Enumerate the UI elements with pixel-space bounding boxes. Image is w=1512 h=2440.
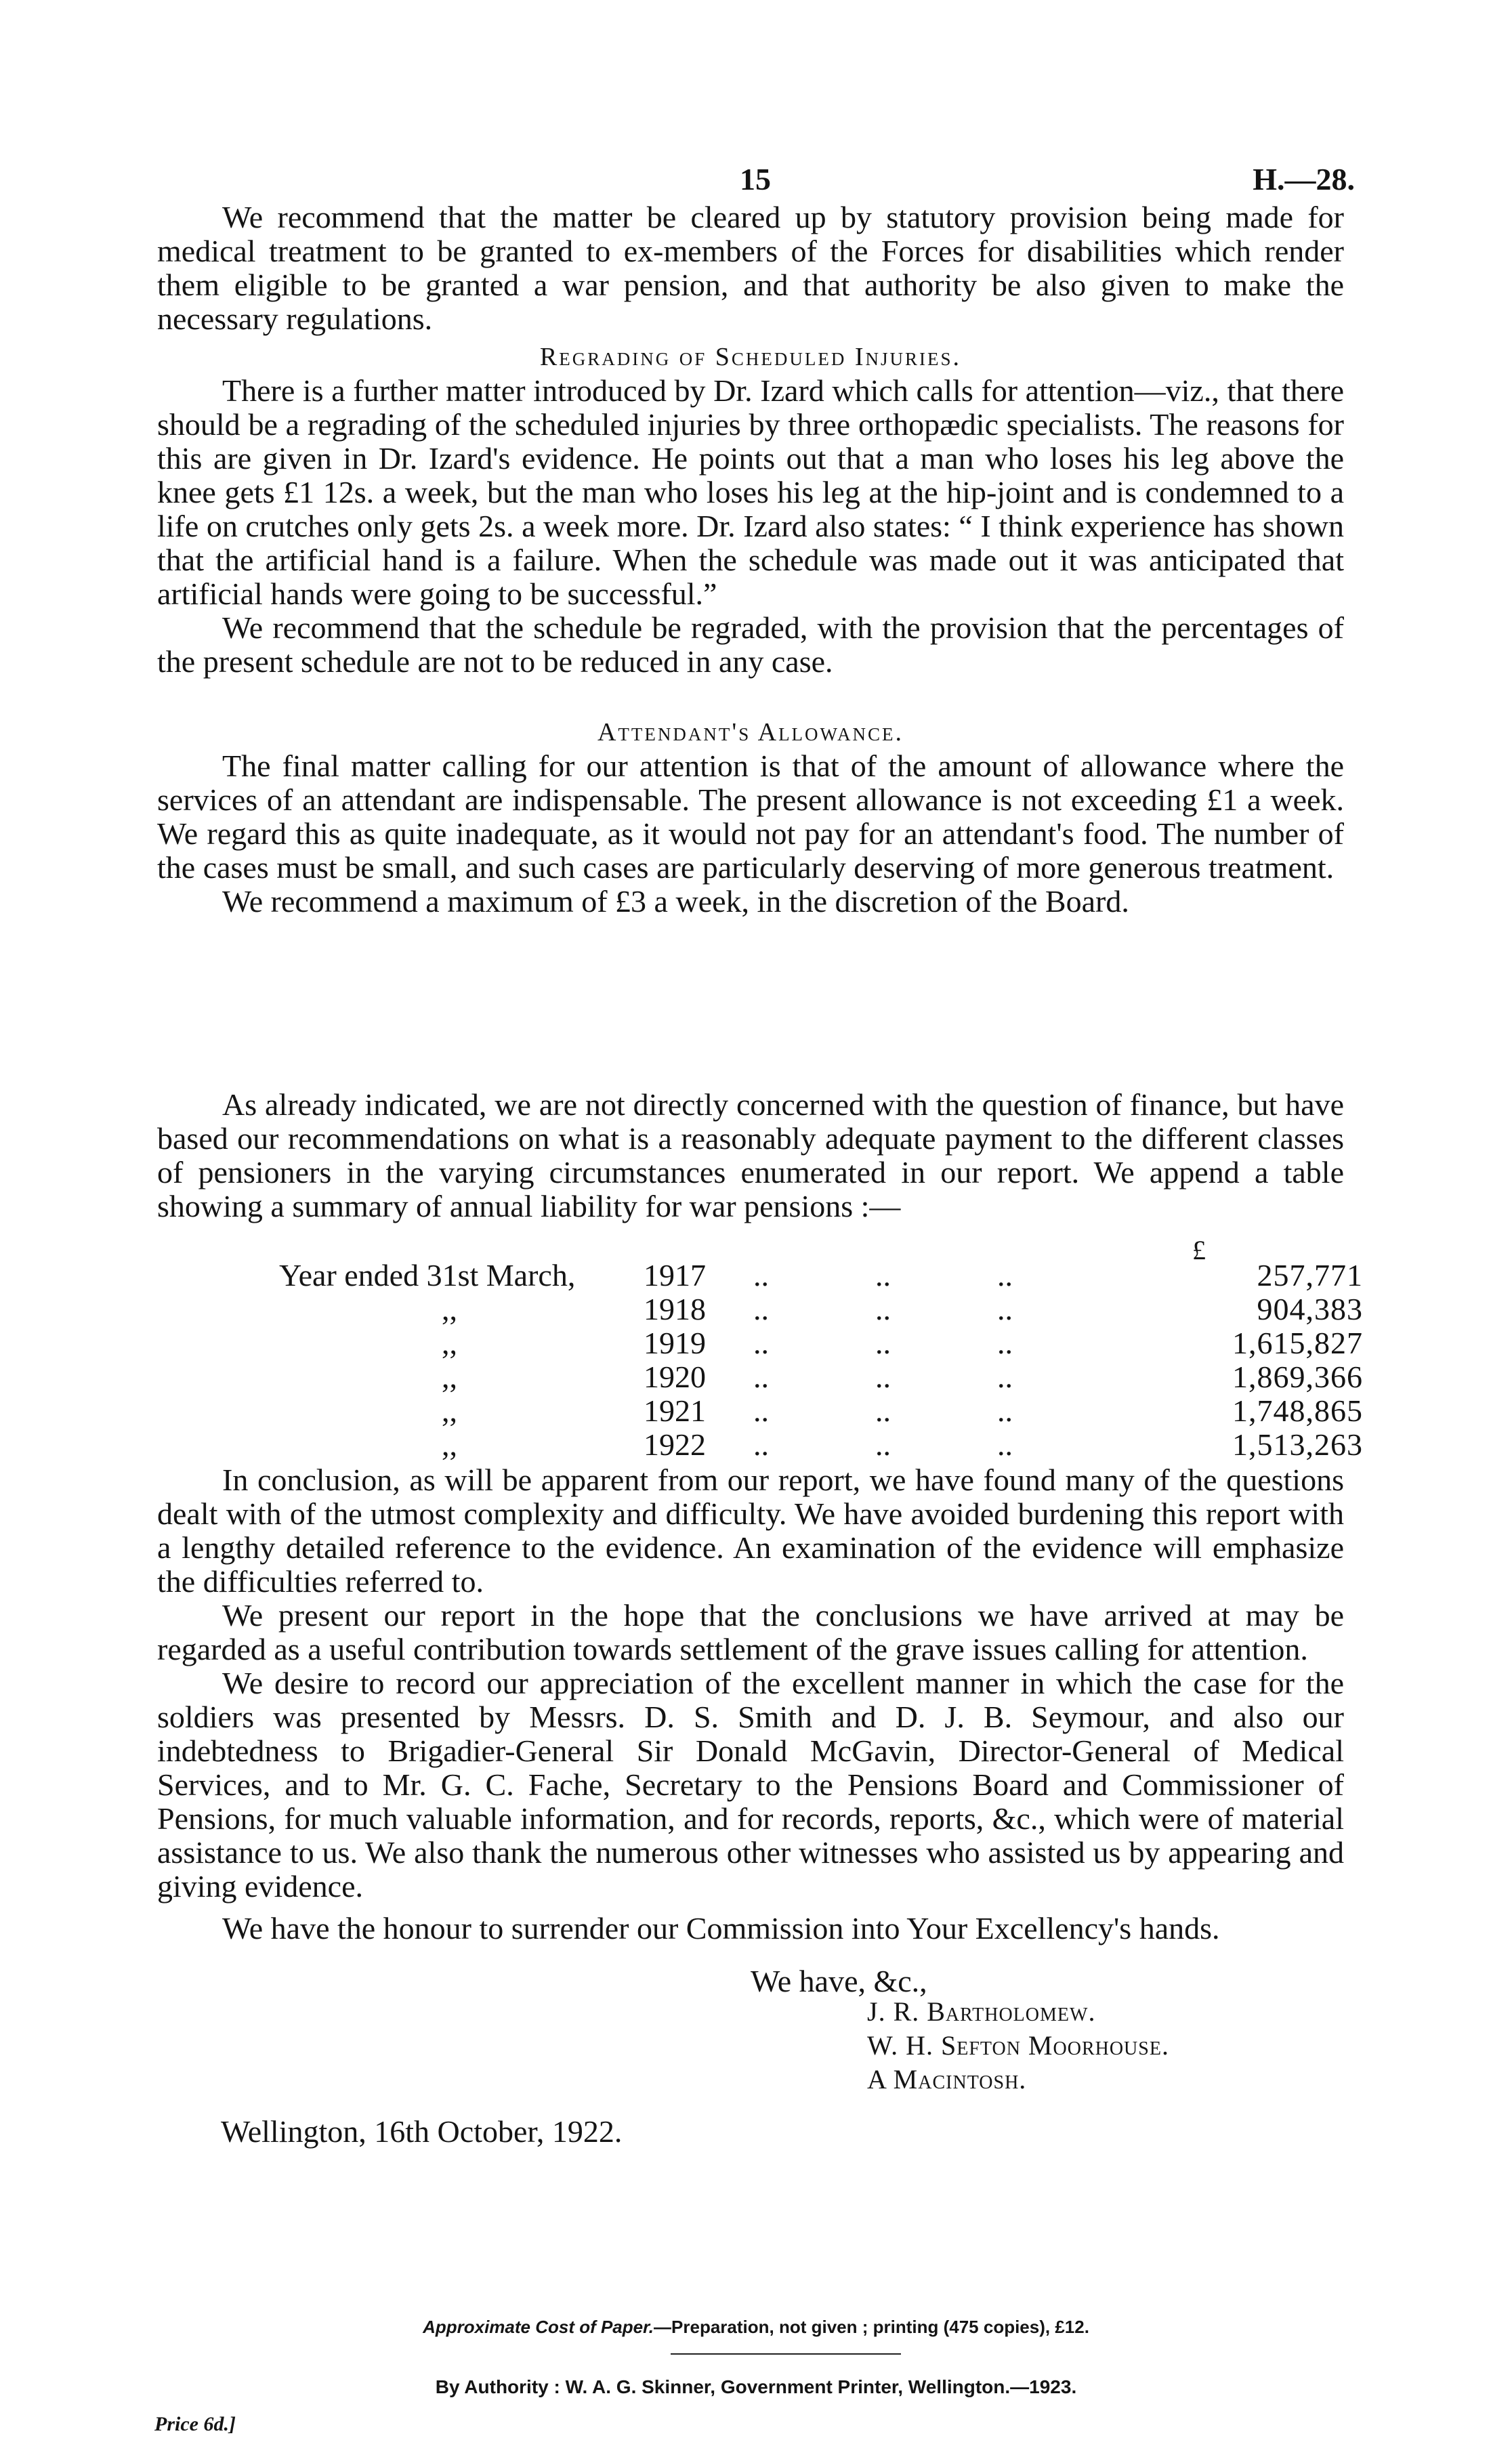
table-row bbox=[157, 1360, 1363, 1394]
pensions-liability-table bbox=[157, 1258, 1363, 1462]
row-amount: 1,513,263 bbox=[1232, 1427, 1363, 1462]
dot-leader: .. bbox=[997, 1393, 1013, 1428]
section-attendant-allowance bbox=[157, 715, 1344, 919]
paragraph-attendant-recommendation: We recommend a maximum of £3 a week, in the discretion of the Board. bbox=[222, 884, 1129, 919]
dot-leader: .. bbox=[997, 1427, 1013, 1462]
section-conclusion bbox=[157, 1463, 1344, 1945]
paragraph-appreciation: We desire to record our appreciation of the excellent manner in which the case for the soldiers was presented by Messrs. D. S. Smith and D. J. B. Seymour, and also our indebtedness to Brigadier-General Sir Donald McGavin, Director-General of Medical Services, and to Mr. G. C. Fache, Secretary to the Pensions Board and Commissioner of Pensions, for much valuable information, and for records, reports, &c., which were of material assistance to us. We also thank the numerous other witnesses who assisted us by appearing and giving evidence. bbox=[157, 1666, 1344, 1903]
cost-note-lead: Approximate Cost of Paper. bbox=[423, 2317, 654, 2337]
table-row bbox=[157, 1393, 1363, 1428]
table-row bbox=[157, 1292, 1363, 1326]
row-amount: 904,383 bbox=[1257, 1292, 1363, 1326]
paragraph-regrading-recommendation: We recommend that the schedule be regraded, with the provision that the percentages of the present schedule are not to be reduced in any case. bbox=[157, 610, 1344, 679]
dot-leader: .. bbox=[753, 1292, 769, 1326]
dot-leader: .. bbox=[997, 1292, 1013, 1326]
row-label: Year ended 31st March, bbox=[279, 1258, 576, 1292]
ditto-mark: ,, bbox=[442, 1360, 457, 1394]
table-row bbox=[157, 1326, 1363, 1360]
ditto-mark: ,, bbox=[442, 1326, 457, 1360]
dot-leader: .. bbox=[875, 1360, 891, 1394]
paragraph-surrender-commission: We have the honour to surrender our Commission into Your Excellency's hands. bbox=[222, 1911, 1220, 1945]
dot-leader: .. bbox=[875, 1427, 891, 1462]
printer-authority: By Authority : W. A. G. Skinner, Government Printer, Wellington.—1923. bbox=[435, 2376, 1077, 2397]
row-year: 1920 bbox=[644, 1360, 706, 1394]
table-row bbox=[157, 1258, 1363, 1292]
row-year: 1919 bbox=[644, 1326, 706, 1360]
ditto-mark: ,, bbox=[442, 1292, 457, 1326]
dot-leader: .. bbox=[875, 1258, 891, 1292]
paragraph-hope: We present our report in the hope that the conclusions we have arrived at may be regarded as a useful contribution towards settlement of the grave issues calling for attention. bbox=[157, 1598, 1344, 1666]
section-regrading bbox=[157, 340, 1344, 679]
paragraph-regrading-detail: There is a further matter introduced by Dr. Izard which calls for attention—viz., that there should be a regrading of the scheduled injuries by three orthopædic specialists. The reasons for this are given in Dr. Izard's evidence. He points out that a man who loses his leg above the knee gets £1 12s. a week, but the man who loses his leg at the hip-joint and is condemned to a life on crutches only gets 2s. a week more. Dr. Izard also states: “ I think experience has shown that the artificial hand is a failure. When the schedule was made out it was anticipated that artificial hands were going to be successful.” bbox=[157, 373, 1344, 611]
row-year: 1918 bbox=[644, 1292, 706, 1326]
dot-leader: .. bbox=[997, 1326, 1013, 1360]
signatory-name: W. H. Sefton Moorhouse. bbox=[867, 2030, 1169, 2061]
section-medical-treatment bbox=[157, 201, 1344, 336]
dot-leader: .. bbox=[753, 1427, 769, 1462]
paragraph-finance: As already indicated, we are not directly concerned with the question of finance, but have based our recommendations on what is a reasonably adequate payment to the different classes of pensioners in the varying circumstances enumerated in our report. We append a table showing a summary of annual liability for war pensions :— bbox=[157, 1087, 1344, 1223]
row-year: 1917 bbox=[644, 1258, 706, 1292]
dot-leader: .. bbox=[753, 1258, 769, 1292]
row-amount: 1,615,827 bbox=[1232, 1326, 1363, 1360]
row-year: 1921 bbox=[644, 1393, 706, 1428]
signatory-name: A Macintosh. bbox=[867, 2064, 1027, 2095]
signatory-name: J. R. Bartholomew. bbox=[867, 1996, 1096, 2027]
dot-leader: .. bbox=[753, 1393, 769, 1428]
price-label: Price 6d.] bbox=[154, 2413, 236, 2435]
row-amount: 257,771 bbox=[1257, 1258, 1363, 1292]
dot-leader: .. bbox=[997, 1258, 1013, 1292]
dot-leader: .. bbox=[875, 1393, 891, 1428]
dot-leader: .. bbox=[753, 1326, 769, 1360]
ditto-mark: ,, bbox=[442, 1393, 457, 1428]
paragraph-conclusion: In conclusion, as will be apparent from our report, we have found many of the questions dealt with of the utmost complexity and difficulty. We have avoided burdening this report with a lengthy detailed reference to the evidence. An examination of the evidence will emphasize the difficulties referred to. bbox=[157, 1463, 1344, 1599]
heading-attendant-allowance: Attendant's Allowance. bbox=[597, 718, 904, 746]
row-amount: 1,748,865 bbox=[1232, 1393, 1363, 1428]
page-number: 15 bbox=[740, 162, 771, 196]
row-year: 1922 bbox=[644, 1427, 706, 1462]
paragraph-medical-treatment: We recommend that the matter be cleared up by statutory provision being made for medical treatment to be granted to ex-members of the Forces for disabilities which render them eligible to be granted a war pension, and that authority be also given to make the necessary regulations. bbox=[157, 200, 1344, 336]
dot-leader: .. bbox=[753, 1360, 769, 1394]
cost-of-paper-note bbox=[0, 2317, 1512, 2338]
table-row bbox=[157, 1427, 1363, 1462]
cost-note-text: —Preparation, not given ; printing (475 copies), £12. bbox=[654, 2317, 1089, 2337]
heading-regrading: Regrading of Scheduled Injuries. bbox=[539, 343, 962, 371]
paragraph-attendant-detail: The final matter calling for our attention is that of the amount of allowance where the services of an attendant are indispensable. The present allowance is not exceeding £1 a week. We regard this as quite inadequate, as it would not pay for an attendant's food. The number of the cases must be small, and such cases are particularly deserving of more generous treatment. bbox=[157, 749, 1344, 885]
place-and-date: Wellington, 16th October, 1922. bbox=[221, 2114, 623, 2149]
table-currency-unit: £ bbox=[1192, 1235, 1206, 1265]
ditto-mark: ,, bbox=[442, 1427, 457, 1462]
dot-leader: .. bbox=[997, 1360, 1013, 1394]
dot-leader: .. bbox=[875, 1292, 891, 1326]
dot-leader: .. bbox=[875, 1326, 891, 1360]
signature-intro: We have, &c., bbox=[751, 1964, 927, 1998]
section-finance bbox=[157, 1088, 1344, 1223]
footer-divider bbox=[671, 2353, 901, 2355]
row-amount: 1,869,366 bbox=[1232, 1360, 1363, 1394]
document-reference: H.—28. bbox=[1253, 162, 1355, 196]
